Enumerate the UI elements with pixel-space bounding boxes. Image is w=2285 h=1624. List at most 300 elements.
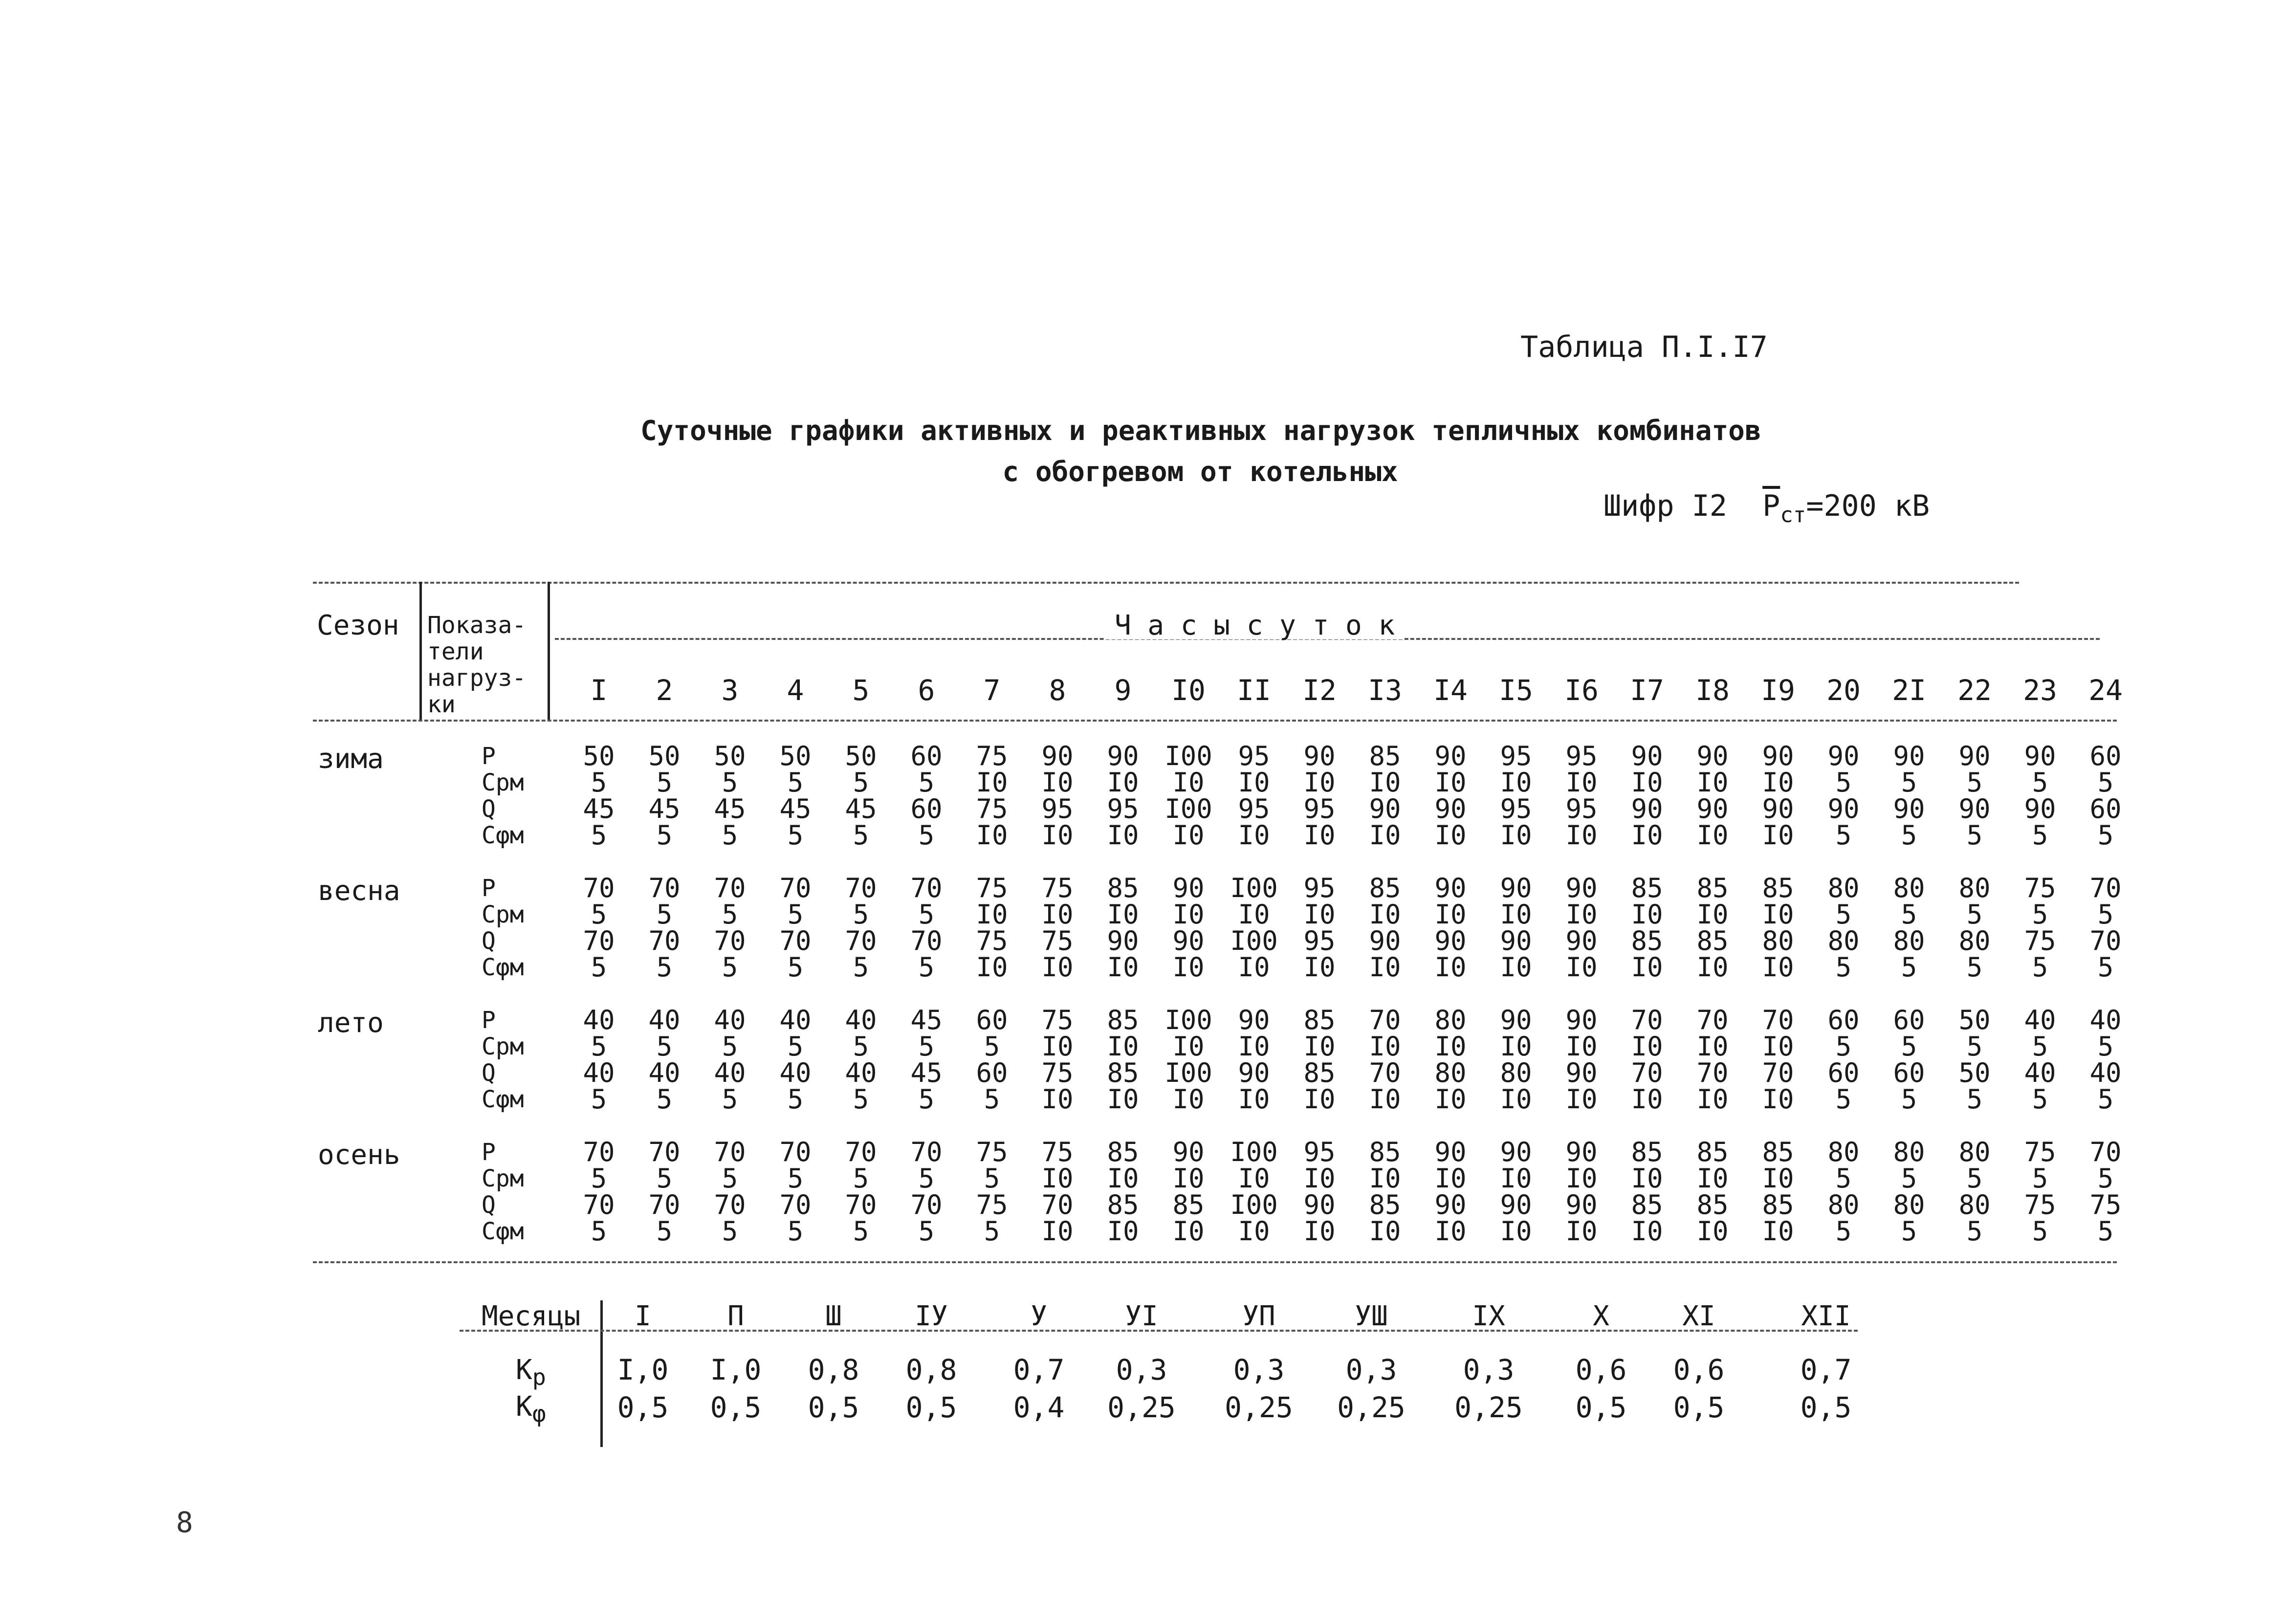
kq-value: 0,5 — [905, 1391, 957, 1424]
load-value: I0 — [1631, 899, 1663, 930]
load-value: 90 — [2024, 741, 2056, 771]
load-value: 90 — [1565, 1137, 1598, 1167]
load-value: 80 — [1500, 1057, 1532, 1088]
season-name: зима — [318, 743, 384, 775]
load-value: 80 — [1958, 1137, 1991, 1167]
month-name: XI — [1682, 1300, 1715, 1332]
load-value: I0 — [1172, 1216, 1205, 1247]
indicator-label: Сφм — [482, 954, 524, 981]
load-value: 95 — [1500, 741, 1532, 771]
load-value: I0 — [1696, 952, 1729, 983]
load-value: 70 — [583, 1189, 615, 1220]
load-value: 45 — [910, 1005, 943, 1035]
load-value: 70 — [648, 1137, 681, 1167]
kq-value: 0,5 — [808, 1391, 859, 1424]
kq-value: 0,5 — [710, 1391, 762, 1424]
load-value: 80 — [1762, 925, 1794, 956]
hour-header: 8 — [1049, 674, 1066, 707]
load-value: I0 — [1696, 820, 1729, 851]
load-value: I0 — [1696, 899, 1729, 930]
load-value: 90 — [1565, 1189, 1598, 1220]
load-value: 5 — [1901, 899, 1917, 930]
load-value: 5 — [787, 1084, 804, 1115]
load-value: 70 — [910, 1189, 943, 1220]
load-value: I0 — [1631, 952, 1663, 983]
page-mark: 8 — [176, 1506, 193, 1539]
load-value: 60 — [1827, 1057, 1860, 1088]
load-value: 90 — [1958, 741, 1991, 771]
load-value: 50 — [779, 741, 812, 771]
load-value: 85 — [1631, 873, 1663, 903]
load-value: 5 — [722, 1031, 738, 1062]
season-name: весна — [318, 875, 400, 907]
load-value: I0 — [1565, 820, 1598, 851]
load-value: I0 — [1369, 952, 1401, 983]
load-value: 5 — [1835, 899, 1852, 930]
load-value: 85 — [1303, 1005, 1336, 1035]
load-value: 80 — [1827, 873, 1860, 903]
hour-header: I7 — [1630, 674, 1664, 707]
cipher-value: =200 кВ — [1806, 489, 1930, 523]
load-value: 70 — [779, 925, 812, 956]
load-value: 5 — [2032, 899, 2048, 930]
indicators-header — [427, 612, 526, 718]
load-value: I0 — [976, 820, 1008, 851]
load-value: I0 — [1369, 1216, 1401, 1247]
load-value: 5 — [853, 1084, 869, 1115]
load-value: 90 — [1369, 793, 1401, 824]
load-value: 85 — [1107, 1189, 1139, 1220]
load-value: 40 — [583, 1005, 615, 1035]
load-value: 70 — [648, 873, 681, 903]
load-value: 70 — [1696, 1057, 1729, 1088]
load-value: I0 — [1303, 820, 1336, 851]
load-value: 5 — [2097, 1216, 2114, 1247]
load-value: 90 — [1434, 873, 1467, 903]
load-value: 45 — [779, 793, 812, 824]
load-value: 5 — [1901, 952, 1917, 983]
hour-header: I — [590, 674, 608, 707]
load-value: 90 — [1893, 741, 1925, 771]
load-value: 50 — [648, 741, 681, 771]
load-value: 85 — [1696, 1189, 1729, 1220]
load-value: 70 — [583, 1137, 615, 1167]
load-value: 5 — [787, 899, 804, 930]
load-value: 90 — [1434, 925, 1467, 956]
load-value: I0 — [1434, 1084, 1467, 1115]
indicator-label: Q — [482, 1191, 496, 1219]
load-value: I0 — [1107, 1084, 1139, 1115]
month-name: I — [635, 1300, 651, 1332]
indicator-label: Сφм — [482, 822, 524, 849]
load-value: I0 — [1238, 1163, 1270, 1194]
load-value: 5 — [787, 820, 804, 851]
hours-title: Ч а с ы с у т о к — [1105, 612, 1405, 639]
load-value: 5 — [1966, 899, 1983, 930]
hour-header: I6 — [1564, 674, 1599, 707]
load-value: 90 — [1172, 925, 1205, 956]
load-value: 70 — [1762, 1005, 1794, 1035]
load-value: I0 — [1762, 820, 1794, 851]
load-value: 50 — [583, 741, 615, 771]
load-value: 5 — [591, 820, 607, 851]
load-value: 90 — [1958, 793, 1991, 824]
load-value: I0 — [1107, 1163, 1139, 1194]
load-value: 5 — [853, 767, 869, 798]
load-value: 95 — [1041, 793, 1074, 824]
load-value: 80 — [1434, 1057, 1467, 1088]
load-value: 75 — [976, 793, 1008, 824]
kp-value: 0,7 — [1013, 1353, 1065, 1386]
load-value: I0 — [1696, 1031, 1729, 1062]
load-value: 45 — [910, 1057, 943, 1088]
load-value: 95 — [1238, 793, 1270, 824]
load-value: 70 — [1631, 1057, 1663, 1088]
load-value: 5 — [1966, 1031, 1983, 1062]
load-value: 5 — [591, 1031, 607, 1062]
load-value: 60 — [910, 741, 943, 771]
load-value: 50 — [1958, 1005, 1991, 1035]
load-value: 85 — [1696, 873, 1729, 903]
load-value: 60 — [1827, 1005, 1860, 1035]
load-value: 75 — [976, 1189, 1008, 1220]
load-value: I0 — [1434, 1031, 1467, 1062]
load-value: 40 — [2024, 1005, 2056, 1035]
load-value: I0 — [1238, 1031, 1270, 1062]
table-top-rule — [313, 582, 2019, 584]
indicator-label: Сφм — [482, 1218, 524, 1245]
load-value: 70 — [779, 873, 812, 903]
load-value: 5 — [918, 1031, 935, 1062]
load-value: I0 — [1565, 952, 1598, 983]
load-value: 90 — [1434, 793, 1467, 824]
load-value: I0 — [1172, 820, 1205, 851]
load-value: 5 — [2097, 1031, 2114, 1062]
hour-header: 6 — [918, 674, 935, 707]
month-name: П — [727, 1300, 744, 1332]
kp-value: 0,3 — [1233, 1353, 1285, 1386]
load-value: 90 — [1107, 741, 1139, 771]
load-value: I0 — [1696, 1216, 1729, 1247]
load-value: I0 — [1303, 899, 1336, 930]
load-value: I0 — [1631, 767, 1663, 798]
load-value: 5 — [591, 1084, 607, 1115]
load-value: I00 — [1230, 1189, 1278, 1220]
load-value: I0 — [1500, 1031, 1532, 1062]
hour-header: 2I — [1892, 674, 1926, 707]
load-value: 5 — [2097, 899, 2114, 930]
load-value: 5 — [2032, 1031, 2048, 1062]
kp-value: 0,6 — [1673, 1353, 1725, 1386]
load-value: 80 — [1958, 873, 1991, 903]
load-value: 5 — [2097, 767, 2114, 798]
load-value: I0 — [1238, 820, 1270, 851]
load-value: I0 — [1303, 1031, 1336, 1062]
load-value: 5 — [1966, 952, 1983, 983]
hour-header: I5 — [1499, 674, 1533, 707]
load-value: 70 — [845, 1189, 877, 1220]
load-value: 75 — [2024, 873, 2056, 903]
load-value: I0 — [1041, 952, 1074, 983]
load-value: 90 — [1631, 793, 1663, 824]
load-value: 90 — [1565, 1057, 1598, 1088]
load-value: 90 — [1500, 925, 1532, 956]
load-value: 40 — [779, 1057, 812, 1088]
load-value: I0 — [1041, 820, 1074, 851]
load-value: 60 — [2089, 793, 2122, 824]
load-value: 5 — [1835, 1216, 1852, 1247]
load-value: 40 — [845, 1005, 877, 1035]
kq-value: 0,5 — [1575, 1391, 1627, 1424]
kp-value: 0,3 — [1345, 1353, 1397, 1386]
load-value: 5 — [984, 1084, 1000, 1115]
load-value: 70 — [2089, 1137, 2122, 1167]
load-value: 5 — [1901, 1163, 1917, 1194]
load-value: I0 — [1238, 899, 1270, 930]
load-value: 5 — [853, 952, 869, 983]
hour-header: I8 — [1695, 674, 1730, 707]
load-value: I0 — [1369, 899, 1401, 930]
load-value: 70 — [714, 1137, 746, 1167]
load-value: 70 — [779, 1137, 812, 1167]
load-value: 90 — [1565, 873, 1598, 903]
kq-label — [516, 1391, 546, 1427]
kq-value: 0,5 — [1800, 1391, 1852, 1424]
load-value: 5 — [1835, 1084, 1852, 1115]
load-value: 5 — [984, 1031, 1000, 1062]
load-value: 5 — [1966, 820, 1983, 851]
load-value: 5 — [656, 952, 673, 983]
load-value: 5 — [656, 1084, 673, 1115]
load-value: 5 — [1901, 1031, 1917, 1062]
load-value: 5 — [853, 899, 869, 930]
load-value: I0 — [1369, 1084, 1401, 1115]
load-value: I00 — [1164, 1057, 1212, 1088]
load-value: 85 — [1369, 741, 1401, 771]
table-number: Таблица П.I.I7 — [1520, 330, 1768, 364]
hour-header: I3 — [1368, 674, 1402, 707]
month-name: УШ — [1355, 1300, 1388, 1332]
load-value: 50 — [1958, 1057, 1991, 1088]
load-value: 75 — [976, 1137, 1008, 1167]
load-value: 75 — [2024, 925, 2056, 956]
load-value: 70 — [714, 1189, 746, 1220]
load-value: 5 — [1835, 1031, 1852, 1062]
indicator-label: Срм — [482, 1033, 524, 1060]
load-value: 90 — [1565, 1005, 1598, 1035]
indicators-header-line: Показа- — [427, 612, 527, 639]
load-value: I0 — [1369, 1163, 1401, 1194]
load-value: 5 — [722, 1084, 738, 1115]
hour-header: I9 — [1761, 674, 1795, 707]
load-value: I0 — [1500, 899, 1532, 930]
load-value: 90 — [1041, 741, 1074, 771]
load-value: 85 — [1369, 1189, 1401, 1220]
load-value: 90 — [2024, 793, 2056, 824]
load-value: 80 — [1434, 1005, 1467, 1035]
indicators-header-line: тели — [427, 638, 484, 665]
load-value: I0 — [1172, 1084, 1205, 1115]
load-value: 75 — [2024, 1137, 2056, 1167]
load-value: I00 — [1164, 793, 1212, 824]
load-value: 70 — [1369, 1057, 1401, 1088]
load-value: 5 — [918, 952, 935, 983]
load-value: 70 — [714, 925, 746, 956]
load-value: 90 — [1238, 1005, 1270, 1035]
load-value: 5 — [984, 1216, 1000, 1247]
load-value: 90 — [1631, 741, 1663, 771]
hour-header: 20 — [1826, 674, 1861, 707]
kq-value: 0,25 — [1454, 1391, 1523, 1424]
load-value: 5 — [918, 767, 935, 798]
load-value: 95 — [1500, 793, 1532, 824]
load-value: 60 — [976, 1005, 1008, 1035]
indicator-label: Q — [482, 1059, 496, 1087]
load-value: I0 — [1565, 1216, 1598, 1247]
hour-header: 2 — [656, 674, 673, 707]
load-value: I0 — [1303, 1163, 1336, 1194]
load-value: 5 — [787, 1031, 804, 1062]
load-value: 5 — [1901, 820, 1917, 851]
load-value: 85 — [1303, 1057, 1336, 1088]
hour-header: 5 — [852, 674, 870, 707]
load-value: 70 — [2089, 925, 2122, 956]
load-value: 5 — [591, 1216, 607, 1247]
load-value: I0 — [1434, 899, 1467, 930]
load-value: 90 — [1893, 793, 1925, 824]
indicator-label: P — [482, 875, 496, 902]
load-value: 90 — [1434, 741, 1467, 771]
load-value: I0 — [1696, 1163, 1729, 1194]
load-value: I0 — [1631, 1216, 1663, 1247]
load-value: 90 — [1500, 873, 1532, 903]
load-value: I0 — [1434, 952, 1467, 983]
load-value: 5 — [591, 767, 607, 798]
load-value: 60 — [910, 793, 943, 824]
kp-label — [516, 1354, 546, 1391]
load-value: 90 — [1434, 1189, 1467, 1220]
load-value: I0 — [1762, 899, 1794, 930]
load-value: I0 — [1172, 1031, 1205, 1062]
load-value: 5 — [918, 820, 935, 851]
season-name: лето — [318, 1007, 384, 1039]
load-value: 75 — [1041, 1005, 1074, 1035]
load-value: 80 — [1893, 873, 1925, 903]
load-value: 85 — [1172, 1189, 1205, 1220]
load-value: 90 — [1172, 1137, 1205, 1167]
load-value: 40 — [845, 1057, 877, 1088]
indicator-label: P — [482, 743, 496, 770]
load-value: I0 — [1631, 1163, 1663, 1194]
load-value: 5 — [722, 899, 738, 930]
load-value: I0 — [1500, 767, 1532, 798]
load-value: I0 — [1369, 1031, 1401, 1062]
load-value: 60 — [2089, 741, 2122, 771]
load-value: 5 — [853, 1163, 869, 1194]
load-value: 5 — [1835, 1163, 1852, 1194]
load-value: I0 — [1565, 1031, 1598, 1062]
load-value: 90 — [1238, 1057, 1270, 1088]
load-value: 5 — [656, 1216, 673, 1247]
load-value: 5 — [2097, 952, 2114, 983]
load-value: 60 — [1893, 1005, 1925, 1035]
load-value: 90 — [1500, 1137, 1532, 1167]
load-value: 70 — [910, 925, 943, 956]
kq-subscript: φ — [532, 1401, 546, 1428]
load-value: I0 — [1238, 952, 1270, 983]
load-value: I0 — [1762, 1084, 1794, 1115]
load-value: I0 — [1107, 1031, 1139, 1062]
load-value: 5 — [787, 952, 804, 983]
load-value: 95 — [1303, 873, 1336, 903]
load-value: 70 — [1696, 1005, 1729, 1035]
month-name: УП — [1242, 1300, 1275, 1332]
column-divider-1 — [419, 582, 422, 721]
load-value: I0 — [1369, 767, 1401, 798]
load-value: I00 — [1230, 925, 1278, 956]
load-value: 70 — [714, 873, 746, 903]
load-value: 5 — [918, 1163, 935, 1194]
load-value: 90 — [1500, 1189, 1532, 1220]
load-value: 95 — [1303, 793, 1336, 824]
load-value: I0 — [1107, 899, 1139, 930]
hour-header: 9 — [1114, 674, 1132, 707]
load-value: 70 — [2089, 873, 2122, 903]
load-value: I0 — [976, 952, 1008, 983]
kp-value: I,0 — [710, 1353, 762, 1386]
hour-header: I0 — [1171, 674, 1206, 707]
indicator-label: P — [482, 1007, 496, 1034]
load-value: 40 — [714, 1057, 746, 1088]
load-value: 85 — [1696, 1137, 1729, 1167]
table-caption — [640, 411, 1760, 493]
load-value: 75 — [1041, 1137, 1074, 1167]
load-value: 70 — [845, 925, 877, 956]
load-value: 75 — [976, 873, 1008, 903]
load-value: 5 — [984, 1163, 1000, 1194]
load-value: I00 — [1230, 1137, 1278, 1167]
load-value: 85 — [1631, 1137, 1663, 1167]
table-bottom-rule — [313, 1261, 2117, 1263]
load-value: I0 — [1500, 1084, 1532, 1115]
season-header: Сезон — [317, 610, 399, 641]
load-value: 95 — [1303, 1137, 1336, 1167]
load-value: I0 — [1565, 899, 1598, 930]
month-name: Ш — [825, 1300, 842, 1332]
kq-value: 0,25 — [1337, 1391, 1406, 1424]
load-value: I0 — [1631, 1031, 1663, 1062]
kp-value: 0,7 — [1800, 1353, 1852, 1386]
load-value: 5 — [2032, 1216, 2048, 1247]
load-value: I00 — [1230, 873, 1278, 903]
load-value: 95 — [1238, 741, 1270, 771]
load-value: 40 — [2024, 1057, 2056, 1088]
load-value: 5 — [1835, 767, 1852, 798]
load-value: I0 — [1041, 767, 1074, 798]
load-value: 80 — [1827, 1137, 1860, 1167]
load-value: I0 — [1500, 1216, 1532, 1247]
load-value: I0 — [1631, 1084, 1663, 1115]
load-value: I0 — [1107, 767, 1139, 798]
load-value: 75 — [2089, 1189, 2122, 1220]
load-value: 85 — [1696, 925, 1729, 956]
load-value: 90 — [1827, 793, 1860, 824]
load-value: 45 — [714, 793, 746, 824]
load-value: I0 — [1041, 1084, 1074, 1115]
load-value: 5 — [2032, 952, 2048, 983]
load-value: 85 — [1631, 925, 1663, 956]
kq-value: 0,5 — [617, 1391, 669, 1424]
